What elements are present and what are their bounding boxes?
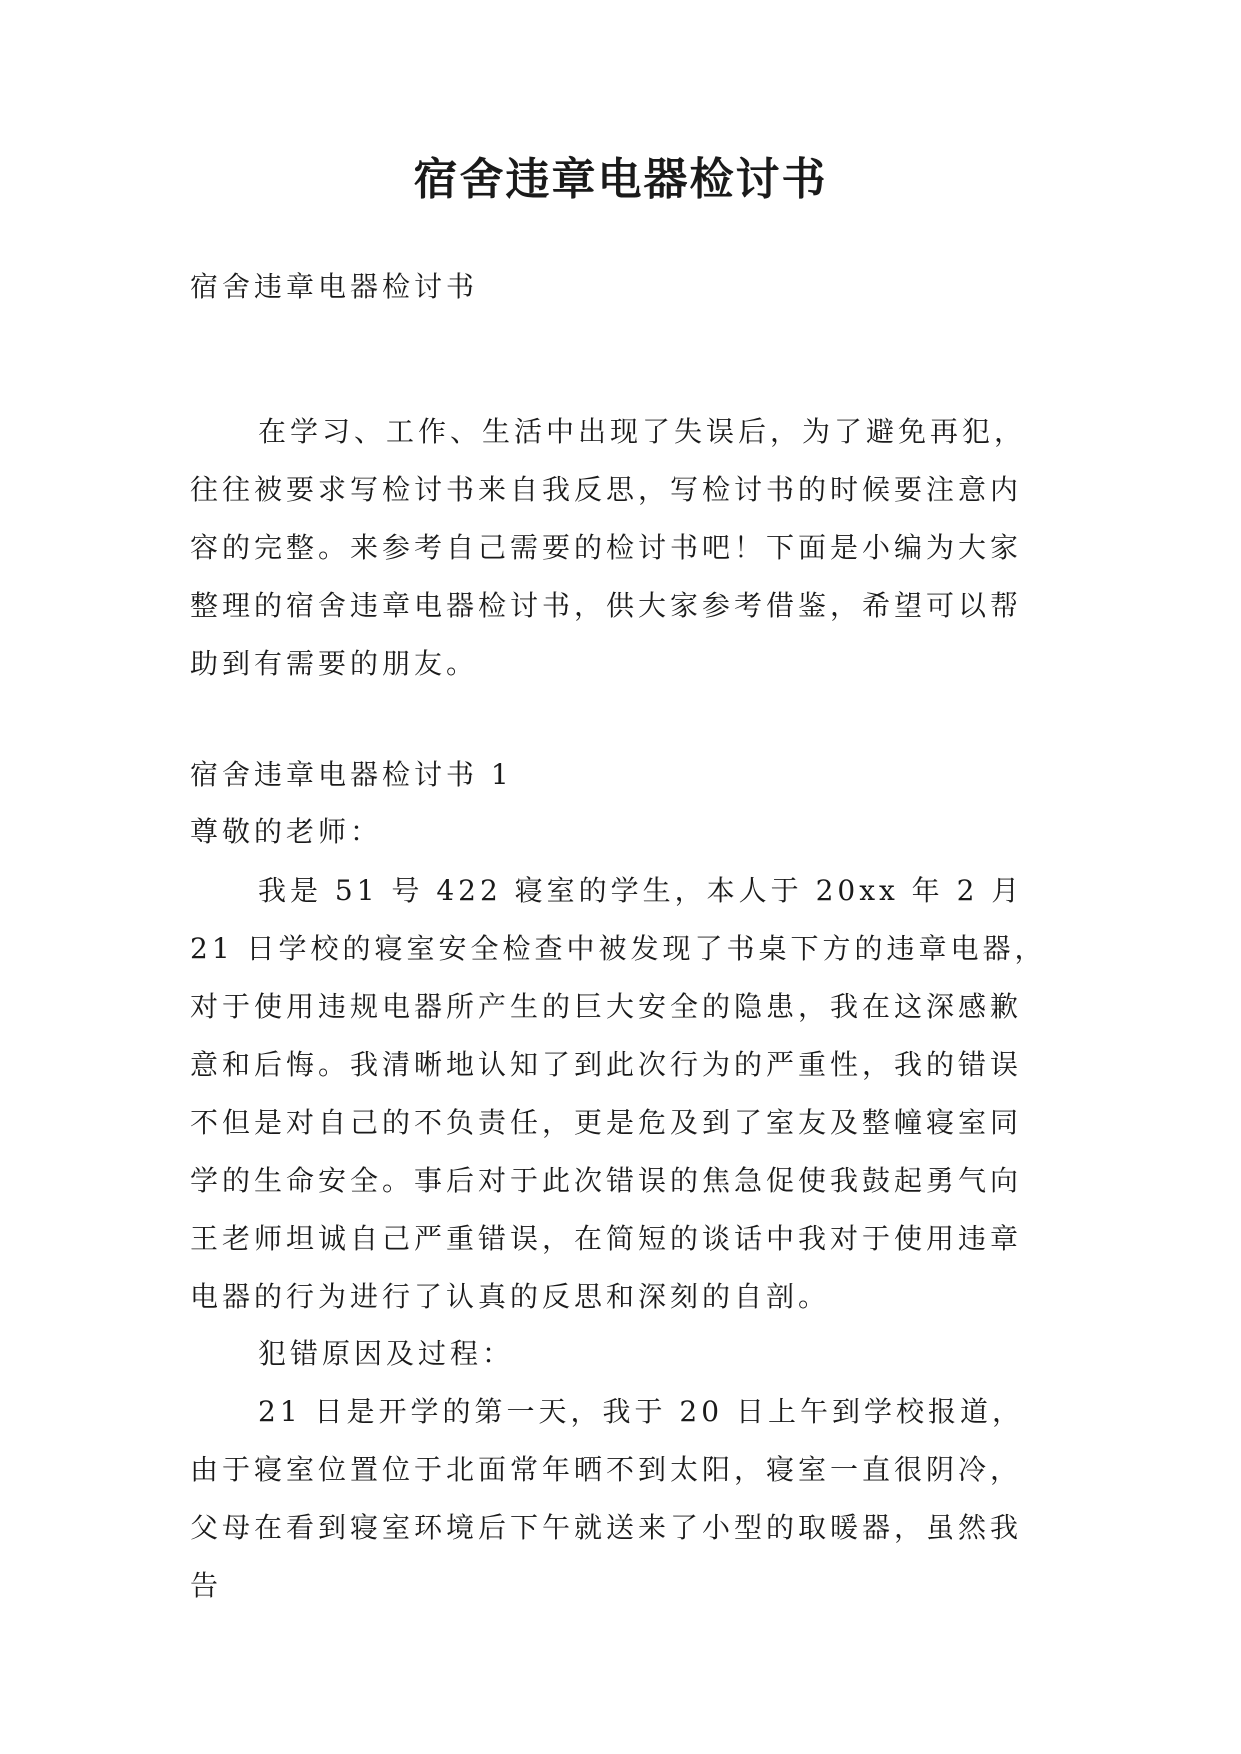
body-paragraph: 我是 51 号 422 寝室的学生，本人于 20xx 年 2 月 21 日学校的寝室安全检查中被发现了书桌下方的违章电器，对于使用违规电器所产生的巨大安全的隐患，我在这深感歉意和后悔。我清晰地认知了到此次行为的严重性，我的错误不但是对自己的不负责任，更是危及到了室友及整幢寝室同学的生命安全。事后对于此次错误的焦急促使我鼓起勇气向王老师坦诚自己严重错误，在简短的谈话中我对于使用违章电器的行为进行了认真的反思和深刻的自剖。 (190, 874, 1047, 1313)
body-paragraph: 21 日是开学的第一天，我于 20 日上午到学校报道，由于寝室位置位于北面常年晒不到太阳，寝室一直很阴冷，父母在看到寝室环境后下午就送来了小型的取暖器，虽然我告 (190, 1395, 1024, 1602)
section-title: 宿舍违章电器检讨书 1 (190, 758, 513, 791)
document-subtitle: 宿舍违章电器检讨书 (190, 270, 479, 303)
section-heading-reason: 犯错原因及过程： (258, 1337, 515, 1370)
intro-paragraph: 在学习、工作、生活中出现了失误后，为了避免再犯，往往被要求写检讨书来自我反思，写检讨书的时候要注意内容的完整。来参考自己需要的检讨书吧！下面是小编为大家整理的宿舍违章电器检讨书，供大家参考借鉴，希望可以帮助到有需要的朋友。 (190, 415, 1027, 680)
page-title: 宿舍违章电器检讨书 (413, 154, 828, 205)
salutation: 尊敬的老师： (190, 815, 383, 848)
